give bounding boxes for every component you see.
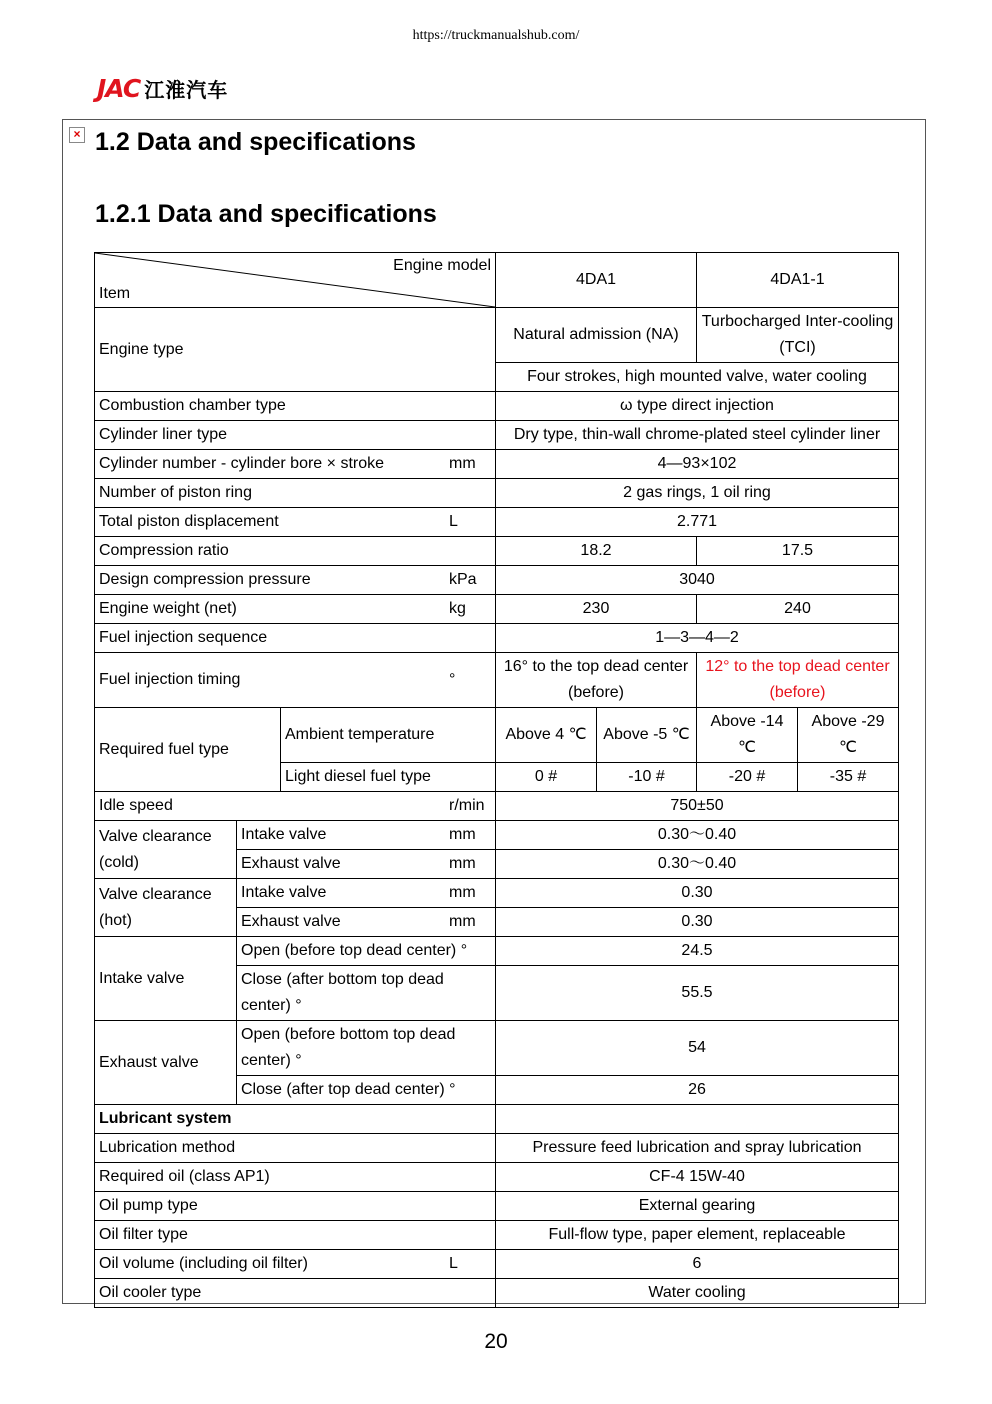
row-label: Compression ratio	[95, 537, 496, 566]
cell-value: -35 #	[798, 763, 899, 792]
row-label: Oil pump type	[95, 1192, 496, 1221]
table-row	[95, 1021, 899, 1076]
subsection-title: 1.2.1 Data and specifications	[95, 200, 437, 228]
row-label-with-unit	[95, 508, 496, 537]
table-row	[95, 421, 899, 450]
table-row	[95, 1279, 899, 1308]
table-section-row	[95, 1105, 899, 1134]
unit: mm	[449, 855, 476, 872]
cell-value: Four strokes, high mounted valve, water cooling	[496, 363, 899, 392]
row-label-with-unit	[95, 566, 496, 595]
table-row	[95, 479, 899, 508]
cell-value: Above -5 ℃	[597, 708, 697, 763]
table-row	[95, 595, 899, 624]
cell-value: 26	[496, 1076, 899, 1105]
unit: r/min	[449, 797, 485, 814]
cell-value: 4—93×102	[496, 450, 899, 479]
section-title: 1.2 Data and specifications	[95, 128, 416, 156]
cell-value: 3040	[496, 566, 899, 595]
cell-value-highlighted: 12° to the top dead center (before)	[697, 653, 899, 708]
table-row	[95, 879, 899, 908]
table-row	[95, 792, 899, 821]
cell-value: 24.5	[496, 937, 899, 966]
cell-value: Above 4 ℃	[496, 708, 597, 763]
table-row	[95, 1163, 899, 1192]
section-label: Lubricant system	[95, 1105, 496, 1134]
cell-value: 0.30	[496, 879, 899, 908]
cell-value: Full-flow type, paper element, replaceable	[496, 1221, 899, 1250]
table-row	[95, 624, 899, 653]
table-row	[95, 1221, 899, 1250]
table-row	[95, 1192, 899, 1221]
cell-value: 0 #	[496, 763, 597, 792]
row-label: Required fuel type	[95, 708, 281, 792]
jac-logo	[97, 74, 228, 103]
cell-value: Natural admission (NA)	[496, 308, 697, 363]
col-4da1: 4DA1	[496, 253, 697, 308]
cell-value: 54	[496, 1021, 899, 1076]
table-row	[95, 937, 899, 966]
header-engine-model: Engine model	[393, 257, 491, 274]
cell-value: Above -29 ℃	[798, 708, 899, 763]
unit: L	[449, 1255, 458, 1272]
cell-value: 750±50	[496, 792, 899, 821]
cell-value: 17.5	[697, 537, 899, 566]
table-row	[95, 537, 899, 566]
col-4da1-1: 4DA1-1	[697, 253, 899, 308]
spec-table	[94, 252, 899, 1308]
cell-value: 240	[697, 595, 899, 624]
unit: kPa	[449, 571, 477, 588]
sub-label: Ambient temperature	[281, 708, 496, 763]
unit: L	[449, 513, 458, 530]
row-label-with-unit	[95, 595, 496, 624]
row-label: Valve clearance (hot)	[95, 879, 237, 937]
table-row	[95, 566, 899, 595]
table-header-row	[95, 253, 899, 308]
row-label: Intake valve	[95, 937, 237, 1021]
table-row	[95, 653, 899, 708]
unit: mm	[449, 455, 476, 472]
sub-label-with-unit	[237, 879, 496, 908]
sub-label: Close (after bottom top dead center) °	[237, 966, 496, 1021]
row-label-with-unit	[95, 792, 496, 821]
table-row	[95, 1134, 899, 1163]
logo-text: 江淮汽车	[144, 78, 229, 102]
cell-value: Turbocharged Inter-cooling (TCI)	[697, 308, 899, 363]
sub-label: Intake valve	[241, 884, 327, 901]
header-item: Item	[99, 285, 131, 302]
cell-value: -20 #	[697, 763, 798, 792]
cell-value: Above -14 ℃	[697, 708, 798, 763]
cell-value: 0.30～0.40	[496, 821, 899, 850]
row-label: Oil cooler type	[95, 1279, 496, 1308]
unit: °	[449, 671, 456, 688]
source-url: https://truckmanualshub.com/	[412, 28, 580, 43]
cell-value: 2.771	[496, 508, 899, 537]
row-label: Combustion chamber type	[95, 392, 496, 421]
table-row	[95, 392, 899, 421]
sub-label: Intake valve	[241, 826, 327, 843]
unit: mm	[449, 826, 476, 843]
sub-label: Exhaust valve	[241, 913, 341, 930]
unit: mm	[449, 884, 476, 901]
table-row	[95, 308, 899, 363]
row-label: Oil filter type	[95, 1221, 496, 1250]
cell-value: Water cooling	[496, 1279, 899, 1308]
unit: mm	[449, 913, 476, 930]
cell-value: 0.30～0.40	[496, 850, 899, 879]
sub-label: Light diesel fuel type	[281, 763, 496, 792]
row-label: Required oil (class AP1)	[95, 1163, 496, 1192]
cell-value: CF-4 15W-40	[496, 1163, 899, 1192]
row-label: Exhaust valve	[95, 1021, 237, 1105]
sub-label-with-unit	[237, 850, 496, 879]
cell-value: 6	[496, 1250, 899, 1279]
row-label: Lubrication method	[95, 1134, 496, 1163]
cell-value: ω type direct injection	[496, 392, 899, 421]
cell-value: External gearing	[496, 1192, 899, 1221]
cell-value: 1—3—4—2	[496, 624, 899, 653]
row-label: Cylinder number - cylinder bore × stroke	[99, 455, 385, 472]
broken-image-icon: ×	[69, 127, 85, 143]
row-label: Fuel injection timing	[99, 671, 241, 688]
cell-value: 18.2	[496, 537, 697, 566]
cell-value: 230	[496, 595, 697, 624]
row-label: Engine type	[95, 308, 496, 392]
row-label: Engine weight (net)	[99, 600, 237, 617]
row-label: Valve clearance (cold)	[95, 821, 237, 879]
empty-cell	[496, 1105, 899, 1134]
cell-value: 55.5	[496, 966, 899, 1021]
row-label: Oil volume (including oil filter)	[99, 1255, 308, 1272]
table-row	[95, 1250, 899, 1279]
row-label-with-unit	[95, 1250, 496, 1279]
row-label-with-unit	[95, 653, 496, 708]
table-row	[95, 821, 899, 850]
row-label: Idle speed	[99, 797, 173, 814]
sub-label: Open (before top dead center) °	[237, 937, 496, 966]
row-label-with-unit	[95, 450, 496, 479]
cell-value: Dry type, thin-wall chrome-plated steel cylinder liner	[496, 421, 899, 450]
sub-label: Close (after top dead center) °	[237, 1076, 496, 1105]
sub-label: Open (before bottom top dead center) °	[237, 1021, 496, 1076]
logo-mark: JAC	[97, 74, 141, 103]
sub-label: Exhaust valve	[241, 855, 341, 872]
diagonal-header-cell	[95, 253, 496, 308]
row-label: Design compression pressure	[99, 571, 311, 588]
cell-value: 16° to the top dead center (before)	[496, 653, 697, 708]
cell-value: Pressure feed lubrication and spray lubrication	[496, 1134, 899, 1163]
cell-value: 2 gas rings, 1 oil ring	[496, 479, 899, 508]
unit: kg	[449, 600, 466, 617]
table-row	[95, 508, 899, 537]
page-number: 20	[484, 1330, 508, 1353]
cell-value: 0.30	[496, 908, 899, 937]
sub-label-with-unit	[237, 908, 496, 937]
row-label: Number of piston ring	[95, 479, 496, 508]
cell-value: -10 #	[597, 763, 697, 792]
table-row	[95, 450, 899, 479]
table-row	[95, 708, 899, 763]
sub-label-with-unit	[237, 821, 496, 850]
row-label: Cylinder liner type	[95, 421, 496, 450]
row-label: Fuel injection sequence	[95, 624, 496, 653]
row-label: Total piston displacement	[99, 513, 279, 530]
